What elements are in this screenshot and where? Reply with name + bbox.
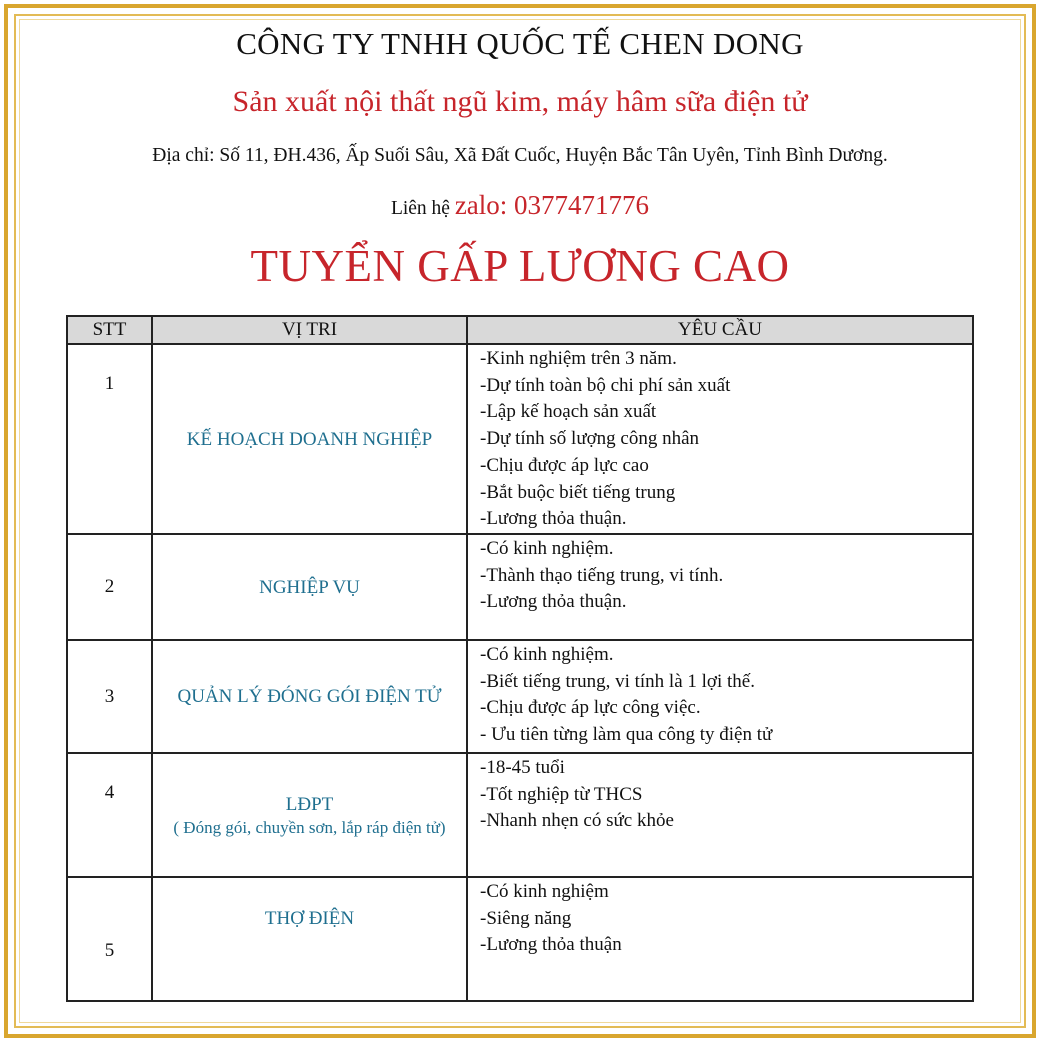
- stt-value: 2: [104, 576, 115, 597]
- row-stt: [67, 753, 152, 877]
- company-address: Địa chỉ: Số 11, ĐH.436, Ấp Suối Sâu, Xã Đất Cuốc, Huyện Bắc Tân Uyên, Tỉnh Bình Dương.: [152, 145, 888, 166]
- requirement-item: -Dự tính số lượng công nhân: [480, 428, 700, 450]
- requirement-item: -Lương thỏa thuận.: [480, 591, 627, 613]
- row-position: [152, 753, 467, 877]
- table-row: [67, 877, 973, 1001]
- requirement-item: -Lương thỏa thuận.: [480, 508, 627, 530]
- contact-line: [0, 190, 1040, 221]
- requirement-item: -Lương thỏa thuận: [480, 934, 622, 956]
- requirement-item: -Biết tiếng trung, vi tính là 1 lợi thế.: [480, 670, 755, 692]
- row-position: THỢ ĐIỆN: [152, 877, 467, 1001]
- position-title: LĐPT: [285, 793, 334, 815]
- stt-value: 4: [104, 782, 115, 803]
- stt-value: 1: [104, 373, 115, 394]
- table-row: [67, 640, 973, 753]
- position-subtitle: ( Đóng gói, chuyền sơn, lắp ráp điện tử): [173, 817, 446, 837]
- table-header-row: [67, 316, 973, 344]
- requirement-item: -Chịu được áp lực cao: [480, 454, 649, 476]
- requirement-item: -Nhanh nhẹn có sức khỏe: [480, 810, 674, 832]
- requirement-item: -Có kinh nghiệm.: [480, 538, 614, 559]
- row-stt: [67, 640, 152, 753]
- recruitment-headline: TUYỂN GẤP LƯƠNG CAO: [250, 241, 790, 291]
- requirement-item: -Có kinh nghiệm: [480, 881, 609, 902]
- requirement-item: -Tốt nghiệp từ THCS: [480, 783, 643, 805]
- row-position: KẾ HOẠCH DOANH NGHIỆP: [152, 344, 467, 534]
- row-requirements: [467, 640, 973, 753]
- requirement-item: -Bắt buộc biết tiếng trung: [480, 481, 676, 503]
- company-name: CÔNG TY TNHH QUỐC TẾ CHEN DONG: [236, 26, 804, 61]
- column-header-position: VỊ TRI: [152, 316, 467, 344]
- row-stt: [67, 877, 152, 1001]
- row-requirements: [467, 534, 973, 640]
- row-position: NGHIỆP VỤ: [152, 534, 467, 640]
- requirement-item: -Chịu được áp lực công việc.: [480, 697, 701, 719]
- column-header-requirements: YÊU CẦU: [467, 316, 973, 344]
- column-header-stt: STT: [67, 316, 152, 344]
- table-row: [67, 344, 973, 534]
- table-row: [67, 534, 973, 640]
- requirement-item: -Siêng năng: [480, 907, 572, 929]
- company-tagline: Sản xuất nội thất ngũ kim, máy hâm sữa điện tử: [232, 85, 808, 118]
- row-requirements: [467, 877, 973, 1001]
- table-row: [67, 753, 973, 877]
- job-table: [66, 315, 974, 1002]
- zalo-contact: zalo: 0377471776: [454, 190, 650, 220]
- requirement-item: -Dự tính toàn bộ chi phí sản xuất: [480, 374, 731, 396]
- stt-value: 3: [104, 685, 115, 707]
- row-position: QUẢN LÝ ĐÓNG GÓI ĐIỆN TỬ: [152, 640, 467, 753]
- row-requirements: [467, 344, 973, 534]
- contact-label: Liên hệ: [390, 198, 450, 219]
- requirement-item: -Có kinh nghiệm.: [480, 644, 614, 665]
- requirement-item: -Kinh nghiệm trên 3 năm.: [480, 348, 677, 369]
- requirement-item: -18-45 tuổi: [480, 757, 565, 778]
- requirement-item: -Thành thạo tiếng trung, vi tính.: [480, 564, 724, 586]
- stt-value: 5: [104, 940, 115, 961]
- requirement-item: - Ưu tiên từng làm qua công ty điện tử: [480, 724, 773, 746]
- row-stt: [67, 344, 152, 534]
- row-stt: [67, 534, 152, 640]
- row-requirements: [467, 753, 973, 877]
- requirement-item: -Lập kế hoạch sản xuất: [480, 401, 657, 423]
